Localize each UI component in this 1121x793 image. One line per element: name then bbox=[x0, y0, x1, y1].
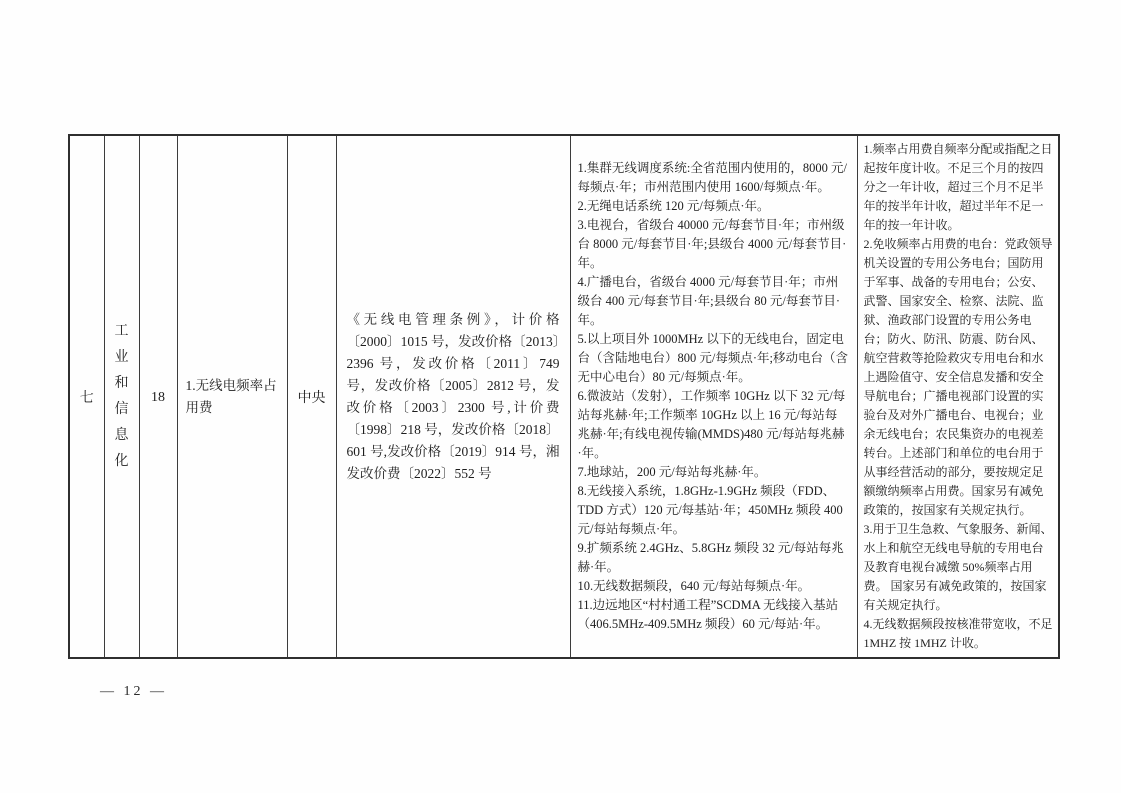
fee-standard-item: 2.无绳电话系统 120 元/每频点·年。 bbox=[577, 199, 770, 213]
section-number-cell bbox=[69, 135, 104, 658]
fee-standards-cell bbox=[570, 135, 857, 658]
fee-table bbox=[68, 134, 1060, 659]
note-item: 3.用于卫生急救、气象服务、新闻、水上和航空无线电导航的专用电台及教育电视台减缴 50%频率占用费。 国家另有减免政策的，按国家有关规定执行。 bbox=[863, 522, 1053, 612]
fee-name-cell bbox=[177, 135, 287, 658]
legal-basis-cell bbox=[336, 135, 570, 658]
item-number: 18 bbox=[151, 389, 165, 405]
fee-standard-item: 8.无线接入系统，1.8GHz-1.9GHz 频段（FDD、TDD 方式）120 元/每基站·年；450MHz 频段 400 元/每站每频点·年。 bbox=[577, 484, 843, 536]
fee-standard-item: 7.地球站，200 元/每站每兆赫·年。 bbox=[577, 465, 767, 479]
fee-standard-item: 5.以上项目外 1000MHz 以下的无线电台，固定电台（含陆地电台）800 元/每频点·年;移动电台（含无中心电台）80 元/每频点·年。 bbox=[577, 332, 848, 384]
fee-standard-item: 1.集群无线调度系统:全省范围内使用的，8000 元/每频点·年；市州范围内使用 1600/每频点·年。 bbox=[577, 161, 847, 194]
fee-standards-list bbox=[578, 159, 849, 634]
page-number: — 12 — bbox=[100, 684, 167, 699]
fee-standard-item: 6.微波站（发射），工作频率 10GHz 以下 32 元/每站每兆赫·年;工作频率 10GHz 以上 16 元/每站每兆赫·年;有线电视传输(MMDS)480 元/每站每兆赫·年。 bbox=[577, 389, 846, 460]
fee-standard-item: 11.边远地区“村村通工程”SCDMA 无线接入基站（406.5MHz-409.5MHz 频段）60 元/每站·年。 bbox=[577, 598, 839, 631]
notes-cell bbox=[857, 135, 1059, 658]
legal-basis-text: 《无线电管理条例》，计价格〔2000〕1015 号，发改价格〔2013〕2396 号，发改价格〔2011〕749 号，发改价格〔2005〕2812 号，发改价格〔2003〕2300 号,计价费〔1998〕218 号，发改价格〔2018〕601 号,发改价格〔2019〕914 号，湘发改价费〔2022〕552 号 bbox=[346, 311, 560, 481]
fee-standard-item: 9.扩频系统 2.4GHz、5.8GHz 频段 32 元/每站每兆赫·年。 bbox=[577, 541, 844, 574]
note-item: 2.免收频率占用费的电台：党政领导机关设置的专用公务电台；国防用于军事、战备的专用电台；公安、武警、国家安全、检察、法院、监狱、渔政部门设置的专用公务电台；防火、防汛、防震、防台风、航空营救等抢险救灾专用电台和水上遇险值守、安全信息发播和安全导航电台；广播电视部门设置的实验台及对外广播电台、电视台；业余无线电台；农民集资办的电视差转台。上述部门和单位的电台用于从事经营活动的部分，要按规定足额缴纳频率占用费。国家另有减免政策的，按国家有关规定执行。 bbox=[863, 237, 1053, 517]
item-number-cell bbox=[139, 135, 177, 658]
fee-standard-item: 3.电视台，省级台 40000 元/每套节目·年；市州级台 8000 元/每套节目·年;县级台 4000 元/每套节目·年。 bbox=[577, 218, 847, 270]
note-item: 1.频率占用费自频率分配或指配之日起按年度计收。不足三个月的按四分之一年计收，超过三个月不足半年的按半年计收，超过半年不足一年的按一年计收。 bbox=[863, 142, 1053, 232]
fee-name: 1.无线电频率占用费 bbox=[185, 377, 277, 415]
authority-cell bbox=[287, 135, 336, 658]
fee-standard-item: 4.广播电台，省级台 4000 元/每套节目·年；市州级台 400 元/每套节目·年;县级台 80 元/每套节目·年。 bbox=[577, 275, 840, 327]
note-item: 4.无线数据频段按核准带宽收，不足 1MHZ 按 1MHZ 计收。 bbox=[863, 617, 1053, 650]
section-number: 七 bbox=[79, 390, 94, 406]
fee-table-row bbox=[69, 135, 1059, 658]
category-cell bbox=[104, 135, 139, 658]
authority-label: 中央 bbox=[297, 390, 326, 406]
notes-list bbox=[864, 140, 1054, 653]
fee-standard-item: 10.无线数据频段，640 元/每站每频点·年。 bbox=[577, 579, 811, 593]
category-label: 工业和信息化 bbox=[114, 323, 129, 469]
